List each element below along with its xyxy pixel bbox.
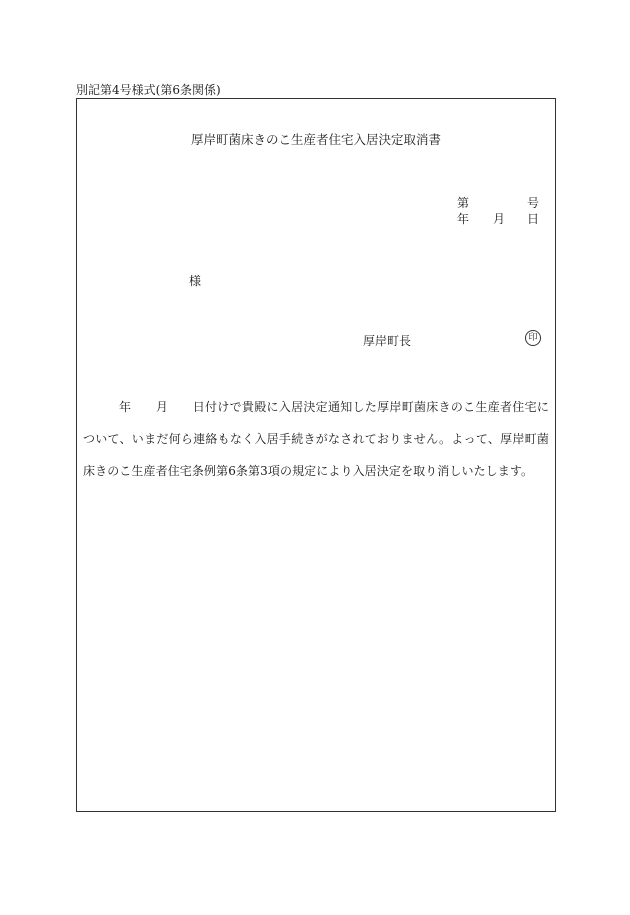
date-year: 年 bbox=[457, 212, 470, 226]
document-title: 厚岸町菌床きのこ生産者住宅入居決定取消書 bbox=[190, 132, 441, 147]
number-suffix: 号 bbox=[526, 196, 539, 210]
form-number-label: 別記第4号様式(第6条関係) bbox=[76, 83, 221, 97]
document-frame bbox=[76, 98, 556, 812]
number-prefix: 第 bbox=[457, 196, 470, 210]
date-day: 日 bbox=[526, 212, 539, 226]
addressee-honorific: 様 bbox=[189, 274, 202, 288]
issuer-name: 厚岸町長 bbox=[363, 334, 412, 348]
seal-mark: 印 bbox=[525, 330, 541, 346]
date-month: 月 bbox=[493, 212, 506, 226]
body-paragraph: 年 月 日付けで貴殿に入居決定通知した厚岸町菌床きのこ生産者住宅について、いまだ何ら連絡もなく入居手続きがなされておりません。よって、厚岸町菌床きのこ生産者住宅条例第6条第3項の規定により入居決定を取り消しいたします。 bbox=[83, 400, 549, 478]
